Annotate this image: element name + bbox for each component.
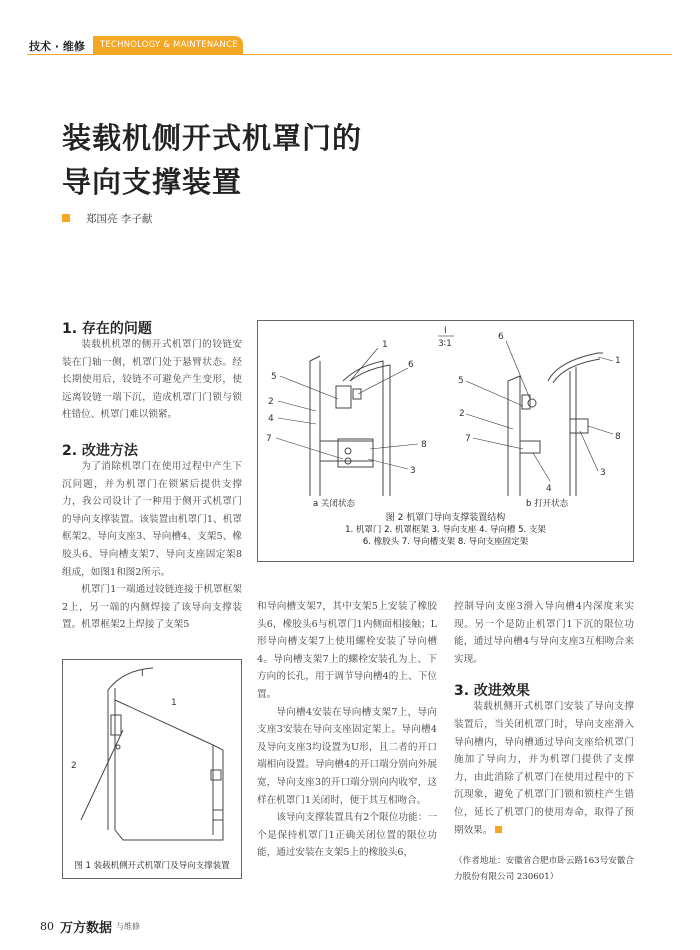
figure-1: [62, 659, 242, 879]
fig2-label-4-b: 4: [546, 484, 552, 494]
fig1-label-1: 1: [171, 698, 177, 708]
fig2-label-5: 5: [271, 372, 277, 382]
fig2-label-1: 1: [382, 340, 388, 350]
fig2-sub-b: b 打开状态: [526, 499, 569, 509]
fig2-label-2-b: 2: [459, 409, 465, 419]
paragraph-method-2: 机罩门1一端通过铰链连接于机罩框架2上，另一端的内侧焊接了该导向支撑装置。机罩框架2上焊接了支架5: [62, 584, 242, 631]
fig2-label-8-b: 8: [615, 432, 621, 442]
heading-problem: 1. 存在的问题: [62, 321, 152, 337]
heading-result: 3. 改进效果: [454, 683, 530, 700]
fig2-scale-num: I: [444, 326, 447, 336]
footer-brand: 万方数据: [60, 921, 113, 936]
fig2-caption-line1: 1. 机罩门 2. 机罩框架 3. 导向支座 4. 导向槽 5. 支架: [345, 525, 546, 535]
end-marker: [495, 826, 502, 833]
author-address: （作者地址：安徽省合肥市卧云路163号安徽合力股份有限公司 230601）: [454, 856, 634, 883]
fig2-caption-line2: 6. 橡胶头 7. 导向槽支架 8. 导向支座固定架: [362, 537, 529, 547]
fig2-label-3-b: 3: [600, 468, 606, 478]
fig1-label-2: 2: [71, 761, 77, 771]
fig1-label-I: I: [141, 669, 144, 679]
fig2-label-6: 6: [408, 360, 414, 370]
fig2-label-2: 2: [268, 397, 274, 407]
paragraph-method-1: 为了消除机罩门在使用过程中产生下沉问题，并为机罩门在锁紧后提供支撑力，我公司设计了一种用于侧开式机罩门的导向支撑装置。该装置由机罩门1、机罩框架2、导向支座3、导向槽4、支架5、橡胶头6、导向槽支架7、导向支座固定架8组成，如图1和图2所示。: [62, 460, 242, 578]
fig2-label-1-b: 1: [615, 356, 621, 366]
paragraph-col2-1: 和导向槽支架7，其中支架5上安装了橡胶头6，橡胶头6与机罩门1内侧面相接触；L形导向槽支架7上使用螺栓安装了导向槽4。导向槽支架7上的螺栓安装孔为上、下方向的长孔，用于调节导向槽4的上、下位置。: [257, 601, 437, 700]
page-number: 80: [40, 920, 54, 933]
figure-2: [257, 320, 634, 562]
fig2-label-7-b: 7: [465, 434, 471, 444]
fig2-sub-a: a 关闭状态: [313, 499, 355, 509]
fig2-scale: 3∶1: [438, 339, 452, 349]
author-marker: [62, 214, 70, 222]
fig2-label-6-b: 6: [498, 332, 504, 342]
column-1: [62, 318, 242, 634]
header-divider: [27, 54, 672, 55]
section-label: 技术 · 维修: [29, 40, 85, 53]
fig2-label-8: 8: [421, 440, 427, 450]
fig2-label-3: 3: [410, 466, 416, 476]
figure-1-drawing: [63, 660, 241, 850]
paragraph-result: 装载机侧开式机罩门安装了导向支撑装置后，当关闭机罩门时，导向支座滑入导向槽内，导向槽通过导向支座给机罩门施加了导向力，并为机罩门提供了支撑力，由此消除了机罩门在使用过程中的下沉现象，避免了机罩门门锁和锁柱产生错位，延长了机罩门的使用寿命，取得了预期效果。: [454, 701, 634, 836]
fig2-label-5-b: 5: [458, 376, 464, 386]
column-2: [257, 598, 437, 862]
paragraph-problem: 装载机机罩的侧开式机罩门的铰链安装在门轴一侧，机罩门处于悬臂状态。经长期使用后，铰链不可避免产生变形，使远离铰链一端下沉，造成机罩门门锁与锁柱错位、机罩门难以锁紧。: [62, 339, 242, 421]
fig2-label-7: 7: [266, 434, 272, 444]
paragraph-col2-3: 该导向支撑装置具有2个限位功能：一个是保持机罩门1正确关闭位置的限位功能，通过安装在支架5上的橡胶头6，: [257, 812, 437, 859]
authors: 郑国亮 李子献: [86, 213, 153, 225]
article-title-line2: 导向支撑装置: [62, 165, 243, 199]
paragraph-col3-1: 控制导向支座3滑入导向槽4内深度来实现。另一个是防止机罩门1下沉的限位功能，通过导向槽4与导向支座3互相吻合来实现。: [454, 601, 634, 665]
fig2-label-4: 4: [268, 414, 274, 424]
fig1-caption: 图 1 装载机侧开式机罩门及导向支撑装置: [74, 861, 230, 871]
footer-sub: 与维修: [116, 922, 140, 931]
column-3: [454, 598, 634, 885]
heading-method: 2. 改进方法: [62, 442, 138, 459]
section-label-en: TECHNOLOGY & MAINTENANCE: [100, 40, 238, 50]
article-title-line1: 装载机侧开式机罩门的: [62, 121, 363, 155]
paragraph-col2-2: 导向槽4安装在导向槽支架7上，导向支座3安装在导向支座固定架上。导向槽4及导向支座3均设置为U形，且二者的开口端相向设置。导向槽4的开口端分别向外展宽，导向支座3的开口端分别向内收窄，这样在机罩门1关闭时，便于其互相吻合。: [257, 706, 437, 806]
fig2-caption-title: 图 2 机罩门导向支撑装置结构: [385, 513, 506, 523]
